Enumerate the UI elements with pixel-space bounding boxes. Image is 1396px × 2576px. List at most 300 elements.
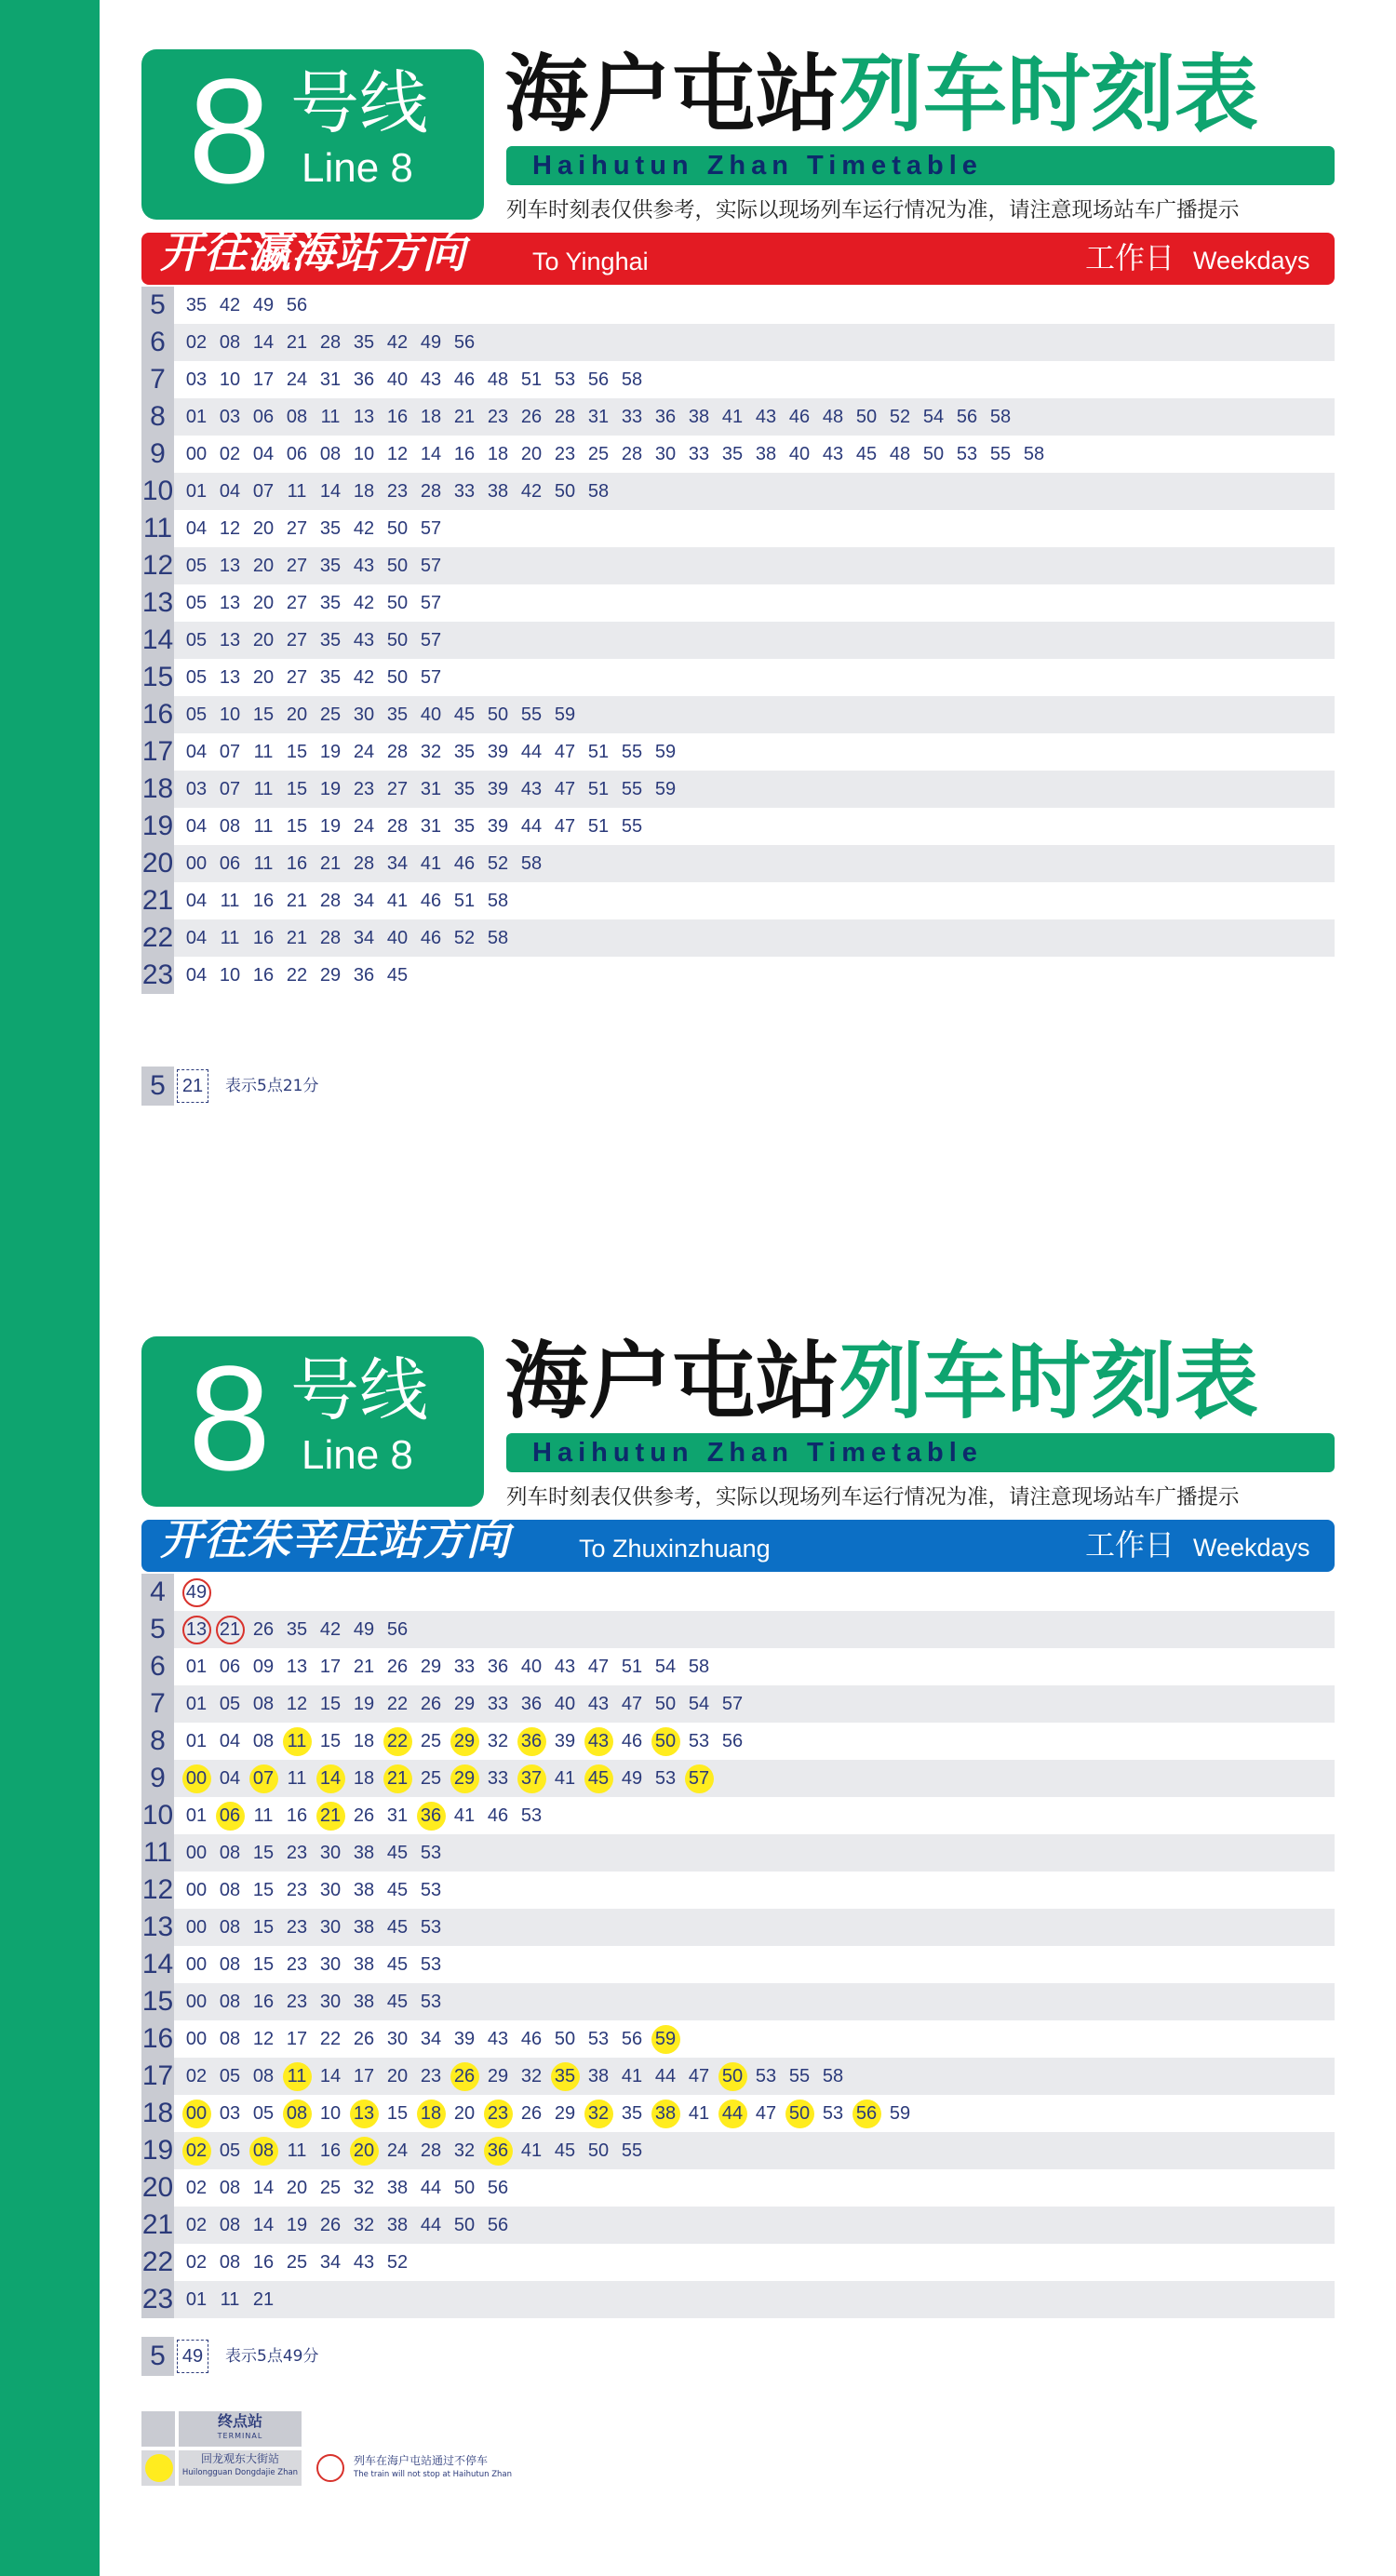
minute-cell — [314, 2209, 347, 2241]
minute-cell — [515, 1800, 548, 1831]
minute-cell — [381, 662, 414, 693]
minute-value: 11 — [253, 778, 274, 799]
minute-cell — [515, 811, 548, 842]
minute-value: 39 — [487, 778, 509, 799]
minute-value: 33 — [453, 1656, 476, 1677]
minute-value: 11 — [253, 852, 274, 874]
minute-cell — [414, 587, 448, 619]
minute-value: 56 — [721, 1730, 744, 1751]
minute-value: 40 — [386, 369, 409, 390]
minute-cell — [548, 476, 582, 507]
minute-value: 45 — [554, 2140, 576, 2161]
minute-value: 28 — [420, 2140, 442, 2161]
minute-value: 24 — [286, 369, 308, 390]
minute-value: 55 — [621, 815, 643, 837]
minutes-list — [174, 1576, 213, 1608]
minute-value: 39 — [453, 2028, 476, 2049]
minute-cell — [314, 364, 347, 396]
minute-cell — [213, 699, 247, 731]
minute-cell — [347, 1651, 381, 1683]
minute-value: 43 — [587, 1693, 610, 1714]
minute-cell — [515, 476, 548, 507]
minute-cell — [850, 2098, 883, 2129]
minute-value: 40 — [520, 1656, 543, 1677]
minute-value: 36 — [353, 964, 375, 986]
minute-cell — [347, 2023, 381, 2055]
minute-value: 08 — [219, 815, 241, 837]
minute-value: 52 — [889, 406, 911, 427]
table-row — [141, 808, 1335, 845]
minute-cell — [280, 959, 314, 991]
minute-cell — [247, 773, 280, 805]
minute-value: 21 — [286, 927, 308, 948]
minute-cell — [314, 959, 347, 991]
minute-value: 00 — [185, 1916, 208, 1938]
minute-value: 36 — [654, 406, 677, 427]
minute-cell — [314, 662, 347, 693]
minute-cell — [381, 1837, 414, 1869]
minute-value: 40 — [554, 1693, 576, 1714]
minute-value: 58 — [587, 480, 610, 502]
minute-cell — [247, 699, 280, 731]
minute-cell — [314, 773, 347, 805]
minute-cell — [615, 2023, 649, 2055]
minute-value: 43 — [353, 2251, 375, 2273]
short-turn-minute: 08 — [249, 2137, 278, 2166]
minute-cell — [180, 1874, 213, 1906]
minute-cell — [414, 2023, 448, 2055]
minute-cell — [213, 1800, 247, 1831]
minute-value: 05 — [219, 1693, 241, 1714]
minute-value: 31 — [319, 369, 342, 390]
minute-value: 28 — [386, 815, 409, 837]
minute-cell — [481, 773, 515, 805]
minute-value: 38 — [353, 1879, 375, 1900]
minute-value: 57 — [721, 1693, 744, 1714]
minute-value: 44 — [520, 741, 543, 762]
minute-value: 58 — [487, 927, 509, 948]
minute-value: 04 — [185, 890, 208, 911]
minute-value: 15 — [286, 815, 308, 837]
minute-cell — [615, 773, 649, 805]
minute-value: 28 — [554, 406, 576, 427]
minute-value: 33 — [621, 406, 643, 427]
hour-cell: 18 — [141, 771, 174, 808]
minute-value: 45 — [386, 1991, 409, 2012]
minute-cell — [414, 885, 448, 917]
minute-cell — [247, 1763, 280, 1794]
minute-value: 31 — [420, 815, 442, 837]
minute-value: 01 — [185, 1805, 208, 1826]
minute-value: 36 — [353, 369, 375, 390]
minute-value: 57 — [420, 555, 442, 576]
minute-value: 32 — [453, 2140, 476, 2161]
hour-cell: 12 — [141, 1872, 174, 1909]
minute-cell — [314, 1949, 347, 1980]
minute-cell — [481, 364, 515, 396]
minute-cell — [548, 699, 582, 731]
minute-cell — [381, 2098, 414, 2129]
english-title-bar — [506, 1433, 1335, 1472]
minute-value: 35 — [319, 666, 342, 688]
short-turn-minute: 36 — [517, 1727, 546, 1756]
minute-value: 49 — [252, 294, 275, 315]
minute-value: 34 — [353, 890, 375, 911]
minute-cell — [247, 736, 280, 768]
minute-value: 41 — [621, 2065, 643, 2086]
minute-value: 00 — [185, 2028, 208, 2049]
minute-value: 53 — [587, 2028, 610, 2049]
minute-value: 20 — [252, 517, 275, 539]
symbol-key — [141, 2411, 1335, 2523]
short-turn-minute: 07 — [249, 1764, 278, 1793]
minute-cell — [180, 1800, 213, 1831]
minute-cell — [280, 662, 314, 693]
minute-cell — [213, 2209, 247, 2241]
minute-cell — [247, 587, 280, 619]
short-turn-minute: 26 — [450, 2062, 479, 2091]
minute-cell — [247, 2172, 280, 2204]
minute-cell — [515, 1763, 548, 1794]
minutes-list — [174, 2247, 414, 2278]
left-green-stripe — [0, 0, 100, 2576]
table-row — [141, 2132, 1335, 2169]
minute-value: 50 — [386, 666, 409, 688]
minute-cell — [280, 327, 314, 358]
minute-value: 38 — [353, 1991, 375, 2012]
minute-cell — [381, 1614, 414, 1645]
minute-value: 23 — [286, 1916, 308, 1938]
minute-cell — [481, 1800, 515, 1831]
minute-value: 46 — [788, 406, 811, 427]
minute-cell — [247, 1800, 280, 1831]
minute-value: 43 — [554, 1656, 576, 1677]
minute-cell — [515, 736, 548, 768]
minute-cell — [381, 2172, 414, 2204]
minute-cell — [414, 476, 448, 507]
minute-value: 38 — [688, 406, 710, 427]
short-turn-minute: 50 — [718, 2062, 747, 2091]
minute-cell — [381, 1725, 414, 1757]
table-row — [141, 2207, 1335, 2244]
minute-value: 13 — [353, 406, 375, 427]
minute-cell — [314, 2247, 347, 2278]
hour-cell: 7 — [141, 361, 174, 398]
minute-cell — [247, 885, 280, 917]
key-terminal-en: TERMINAL — [217, 2432, 263, 2440]
minute-cell — [515, 2098, 548, 2129]
minute-cell — [347, 848, 381, 879]
minute-value: 34 — [353, 927, 375, 948]
minute-cell — [816, 438, 850, 470]
minute-value: 47 — [688, 2065, 710, 2086]
minute-cell — [347, 1949, 381, 1980]
reading-example — [141, 1067, 1335, 1107]
minute-value: 58 — [487, 890, 509, 911]
minute-cell — [582, 736, 615, 768]
minute-cell — [314, 1800, 347, 1831]
timetable-panel-yinghai — [141, 47, 1335, 1107]
minute-value: 27 — [286, 629, 308, 651]
minute-cell — [716, 1725, 749, 1757]
minute-value: 30 — [654, 443, 677, 464]
key-red-en: The train will not stop at Haihutun Zhan — [354, 2470, 513, 2479]
minute-value: 16 — [252, 890, 275, 911]
minute-cell — [180, 2023, 213, 2055]
minute-value: 07 — [219, 778, 241, 799]
minute-value: 02 — [185, 2177, 208, 2198]
short-turn-minute: 02 — [182, 2137, 211, 2166]
minute-cell — [515, 438, 548, 470]
hour-cell: 5 — [141, 287, 174, 324]
minute-value: 57 — [420, 592, 442, 613]
minute-value: 53 — [688, 1730, 710, 1751]
station-title — [504, 1330, 1258, 1434]
minute-value: 35 — [453, 815, 476, 837]
notice-text: 列车时刻表仅供参考，实际以现场列车运行情况为准，请注意现场站车广播提示 — [506, 198, 1240, 222]
minute-cell — [213, 922, 247, 954]
minute-cell — [381, 2023, 414, 2055]
minute-cell — [280, 2135, 314, 2167]
hour-cell: 17 — [141, 733, 174, 771]
minute-cell — [247, 364, 280, 396]
table-row — [141, 882, 1335, 919]
minute-value: 59 — [554, 704, 576, 725]
minute-value: 38 — [587, 2065, 610, 2086]
minute-value: 08 — [252, 1693, 275, 1714]
minute-value: 16 — [386, 406, 409, 427]
minute-value: 33 — [487, 1693, 509, 1714]
minute-value: 50 — [386, 629, 409, 651]
minute-cell — [548, 2023, 582, 2055]
minute-value: 16 — [252, 2251, 275, 2273]
panel-header — [141, 1334, 1335, 1510]
minute-value: 15 — [319, 1693, 342, 1714]
non-stop-minute: 21 — [216, 1616, 245, 1644]
minute-cell — [649, 1763, 682, 1794]
minute-value: 38 — [386, 2177, 409, 2198]
minute-value: 05 — [185, 666, 208, 688]
minute-value: 35 — [621, 2102, 643, 2124]
hour-cell: 12 — [141, 547, 174, 584]
minute-value: 35 — [286, 1618, 308, 1640]
short-turn-minute: 36 — [484, 2137, 513, 2166]
minute-value: 16 — [453, 443, 476, 464]
minute-value: 42 — [386, 331, 409, 353]
minute-cell — [180, 327, 213, 358]
minute-cell — [314, 1725, 347, 1757]
key-red-label — [354, 2452, 512, 2480]
minute-cell — [682, 1688, 716, 1720]
minute-value: 50 — [554, 2028, 576, 2049]
minute-value: 07 — [219, 741, 241, 762]
minute-value: 05 — [219, 2140, 241, 2161]
minute-value: 15 — [286, 741, 308, 762]
minute-value: 29 — [554, 2102, 576, 2124]
hour-cell: 7 — [141, 1685, 174, 1723]
table-row — [141, 1611, 1335, 1648]
minutes-list — [174, 1912, 448, 1943]
minute-cell — [213, 550, 247, 582]
minute-value: 24 — [386, 2140, 409, 2161]
minute-value: 32 — [353, 2214, 375, 2235]
minute-cell — [582, 811, 615, 842]
minute-value: 20 — [386, 2065, 409, 2086]
key-terminal-cn: 终点站 — [217, 2412, 262, 2430]
minute-value: 28 — [319, 890, 342, 911]
minute-cell — [917, 401, 950, 433]
example-hour: 5 — [141, 1067, 174, 1106]
minute-cell — [381, 401, 414, 433]
minute-cell — [314, 513, 347, 544]
minute-cell — [213, 2172, 247, 2204]
minute-cell — [481, 922, 515, 954]
hour-cell: 6 — [141, 324, 174, 361]
short-turn-minute: 13 — [350, 2100, 379, 2128]
hour-cell: 17 — [141, 2058, 174, 2095]
minute-value: 20 — [286, 704, 308, 725]
minute-cell — [180, 1614, 213, 1645]
table-row — [141, 2244, 1335, 2281]
minute-value: 08 — [219, 1953, 241, 1975]
minute-value: 17 — [353, 2065, 375, 2086]
minute-value: 35 — [353, 331, 375, 353]
minute-value: 42 — [353, 517, 375, 539]
minute-cell — [816, 2098, 850, 2129]
hour-cell: 20 — [141, 845, 174, 882]
minute-cell — [414, 2172, 448, 2204]
minute-cell — [649, 736, 682, 768]
minute-cell — [314, 550, 347, 582]
minutes-list — [174, 736, 682, 768]
minute-value: 08 — [219, 1879, 241, 1900]
key-yellow-en: Huilongguan Dongdajie Zhan — [181, 2468, 299, 2477]
short-turn-minute: 44 — [718, 2100, 747, 2128]
minute-cell — [515, 773, 548, 805]
minute-value: 26 — [520, 2102, 543, 2124]
line-label-cn: 号线 — [290, 63, 428, 143]
minute-value: 18 — [353, 1767, 375, 1789]
minute-cell — [180, 1763, 213, 1794]
table-row — [141, 1834, 1335, 1872]
minute-value: 50 — [554, 480, 576, 502]
minute-value: 14 — [319, 2065, 342, 2086]
minute-value: 06 — [286, 443, 308, 464]
minute-value: 30 — [319, 1842, 342, 1863]
table-row — [141, 771, 1335, 808]
minute-cell — [381, 1912, 414, 1943]
hour-cell: 22 — [141, 2244, 174, 2281]
minute-value: 11 — [220, 2288, 240, 2310]
minute-value: 01 — [185, 1656, 208, 1677]
timetable-grid — [141, 287, 1335, 994]
minute-cell — [280, 1800, 314, 1831]
minute-value: 11 — [220, 890, 240, 911]
minute-value: 04 — [185, 815, 208, 837]
minute-value: 11 — [287, 2140, 307, 2161]
minute-cell — [649, 773, 682, 805]
minute-cell — [213, 364, 247, 396]
table-row — [141, 361, 1335, 398]
minute-cell — [448, 885, 481, 917]
minute-cell — [414, 1688, 448, 1720]
minute-value: 33 — [487, 1767, 509, 1789]
minute-cell — [280, 624, 314, 656]
line-badge — [141, 49, 484, 220]
minute-cell — [481, 1725, 515, 1757]
minutes-list — [174, 773, 682, 805]
minute-cell — [180, 289, 213, 321]
minute-value: 54 — [922, 406, 945, 427]
short-turn-minute: 14 — [316, 1764, 345, 1793]
minute-cell — [180, 848, 213, 879]
minute-cell — [314, 2172, 347, 2204]
table-row — [141, 436, 1335, 473]
minute-cell — [749, 2060, 783, 2092]
timetable-title-cn: 列车时刻表 — [839, 1333, 1258, 1430]
hour-cell: 13 — [141, 1909, 174, 1946]
minute-value: 47 — [554, 741, 576, 762]
minute-value: 38 — [386, 2214, 409, 2235]
hour-cell: 14 — [141, 622, 174, 659]
minute-value: 56 — [487, 2214, 509, 2235]
minute-value: 28 — [420, 480, 442, 502]
minute-value: 26 — [353, 1805, 375, 1826]
minute-value: 42 — [520, 480, 543, 502]
minute-cell — [381, 848, 414, 879]
short-turn-minute: 37 — [517, 1764, 546, 1793]
minute-cell — [716, 438, 749, 470]
minute-value: 34 — [420, 2028, 442, 2049]
minute-value: 27 — [286, 555, 308, 576]
minute-cell — [414, 1874, 448, 1906]
minute-cell — [213, 513, 247, 544]
minute-cell — [515, 2060, 548, 2092]
minute-cell — [749, 401, 783, 433]
minute-value: 53 — [554, 369, 576, 390]
minute-cell — [481, 2098, 515, 2129]
minute-cell — [783, 2060, 816, 2092]
minute-cell — [548, 438, 582, 470]
minute-value: 32 — [420, 741, 442, 762]
minute-cell — [314, 1614, 347, 1645]
minute-value: 50 — [386, 555, 409, 576]
minute-value: 02 — [185, 2065, 208, 2086]
minute-value: 32 — [353, 2177, 375, 2198]
minute-cell — [381, 1986, 414, 2018]
minute-value: 05 — [252, 2102, 275, 2124]
minute-cell — [548, 2060, 582, 2092]
minute-cell — [381, 885, 414, 917]
table-row — [141, 324, 1335, 361]
minute-cell — [180, 1986, 213, 2018]
example-hour: 5 — [141, 2337, 174, 2376]
minute-cell — [280, 1651, 314, 1683]
minute-value: 35 — [453, 778, 476, 799]
minute-value: 07 — [252, 480, 275, 502]
minute-cell — [247, 1651, 280, 1683]
minute-value: 48 — [487, 369, 509, 390]
minute-cell — [280, 1874, 314, 1906]
minute-value: 21 — [286, 890, 308, 911]
minute-cell — [280, 550, 314, 582]
minute-cell — [582, 1725, 615, 1757]
minute-cell — [347, 2172, 381, 2204]
minute-cell — [314, 699, 347, 731]
minute-cell — [347, 736, 381, 768]
minute-cell — [682, 1763, 716, 1794]
minute-cell — [1017, 438, 1051, 470]
